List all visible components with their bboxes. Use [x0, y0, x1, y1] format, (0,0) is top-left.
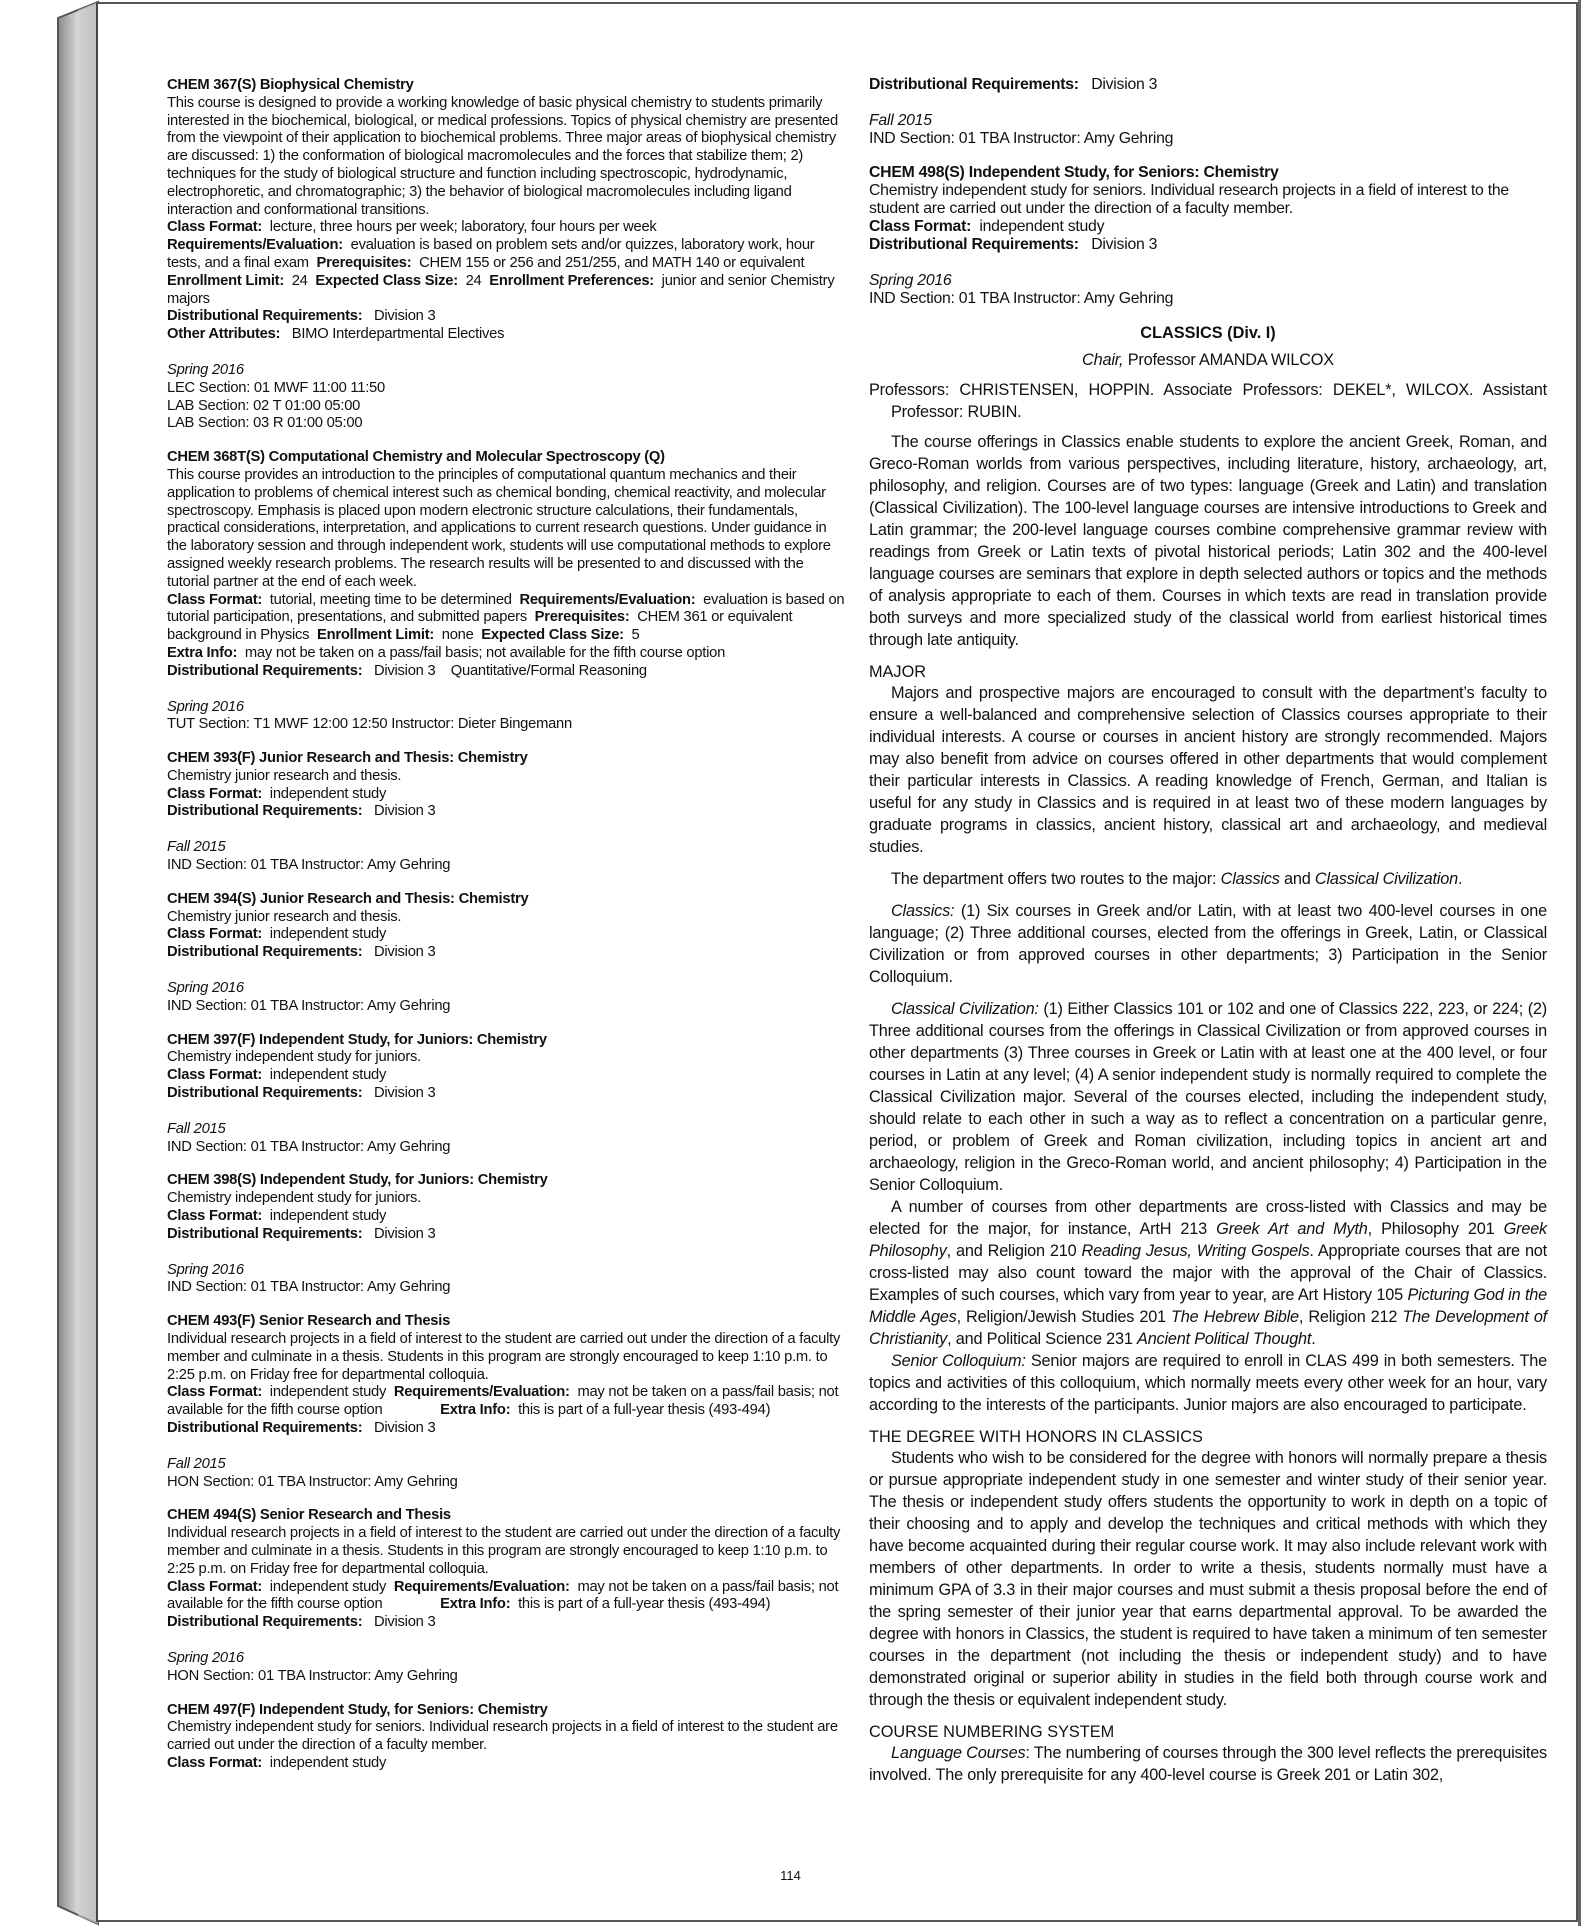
field-label: Distributional Requirements: [869, 236, 1079, 253]
field-value: independent study [269, 1383, 387, 1401]
course-title: CHEM 498(S) Independent Study, for Seniors: Chemistry [869, 164, 1279, 181]
routes-paragraph [869, 868, 1547, 890]
term-label: Fall 2015 [167, 838, 226, 856]
course-title: CHEM 494(S) Senior Research and Thesis [167, 1506, 451, 1524]
field-value: Division 3 [373, 943, 436, 961]
field-value: Division 3 [373, 1084, 436, 1102]
field-value: lecture, three hours per week; laboratory, four hours per week [269, 218, 657, 236]
field-label: Extra Info: [440, 1401, 511, 1419]
field-label: Enrollment Limit: [167, 271, 285, 289]
field-value: 24 [465, 271, 482, 289]
text-run: The Hebrew Bible [1171, 1308, 1299, 1326]
course-title: CHEM 367(S) Biophysical Chemistry [167, 76, 414, 93]
section-line: HON Section: 01 TBA Instructor: Amy Gehring [167, 1472, 458, 1490]
field-value: CHEM 155 or 256 and 251/255, and MATH 140 or equivalent [419, 253, 805, 271]
department-chair [869, 349, 1547, 371]
term-label: Spring 2016 [167, 979, 244, 997]
field-label: Requirements/Evaluation: [393, 1577, 570, 1595]
senior-colloquium-paragraph [869, 1350, 1547, 1416]
field-value: may not be taken on a pass/fail basis; not available for the fifth course option [167, 1383, 839, 1419]
text-run: Picturing God in the Middle Ages [869, 1286, 1547, 1326]
field-label: Class Format: [167, 784, 263, 802]
section-line: TUT Section: T1 MWF 12:00 12:50 Instructor: Dieter Bingemann [167, 715, 572, 733]
cross-listed-paragraph [869, 1196, 1547, 1350]
field-value: BIMO Interdepartmental Electives [291, 325, 505, 343]
field-value: Division 3 [1091, 76, 1158, 93]
course-title: CHEM 394(S) Junior Research and Thesis: Chemistry [167, 889, 529, 907]
section-line: IND Section: 01 TBA Instructor: Amy Gehring [869, 130, 1174, 147]
field-label: Other Attributes: [167, 325, 281, 343]
term-label: Spring 2016 [167, 697, 244, 715]
book-spine-edge [0, 0, 100, 1926]
course-description: Chemistry independent study for seniors. Individual research projects in a field of interest to the student are carried out under the direction of a faculty member. [869, 182, 1509, 217]
term-label: Fall 2015 [167, 1454, 226, 1472]
field-label: Expected Class Size: [315, 271, 458, 289]
field-label: Extra Info: [440, 1595, 511, 1613]
term-label: Fall 2015 [167, 1119, 226, 1137]
text-run: The department offers two routes to the major: [891, 870, 1221, 888]
field-value: may not be taken on a pass/fail basis; not available for the fifth course option [167, 1577, 839, 1613]
field-label: Class Format: [167, 1577, 263, 1595]
field-value: 24 [291, 271, 308, 289]
text-run: The Development of Christianity [869, 1308, 1548, 1348]
text-run: Classical Civilization [1314, 870, 1458, 888]
department-heading: CLASSICS (Div. I) [1140, 324, 1276, 342]
term-label: Spring 2016 [167, 1648, 244, 1666]
course-entry [167, 1312, 849, 1490]
text-run: Senior Colloquium: [891, 1352, 1026, 1370]
field-label: Class Format: [167, 590, 263, 608]
field-label: Requirements/Evaluation: [393, 1383, 570, 1401]
field-value: independent study [269, 1207, 387, 1225]
chair-name: Professor AMANDA WILCOX [1127, 351, 1334, 369]
field-value: this is part of a full-year thesis (493-494) [518, 1401, 771, 1419]
text-run: Senior majors are required to enroll in CLAS 499 in both semesters. The topics and activities of this colloquium, which normally meets every other week for an hour, vary according to the interests of the participants. Junior majors are also encouraged to participate. [869, 1352, 1547, 1414]
field-value: Division 3 Quantitative/Formal Reasoning [373, 661, 647, 679]
section-heading-major: MAJOR [869, 663, 926, 681]
course-title: CHEM 493(F) Senior Research and Thesis [167, 1312, 451, 1330]
course-description: Chemistry independent study for seniors. Individual research projects in a field of interest to the student are carried out under the direction of a faculty member. [167, 1718, 838, 1754]
course-title: CHEM 368T(S) Computational Chemistry and Molecular Spectroscopy (Q) [167, 448, 665, 466]
course-description: Chemistry junior research and thesis. [167, 766, 402, 784]
field-label: Requirements/Evaluation: [167, 236, 343, 254]
field-value: none [441, 626, 474, 644]
field-value: this is part of a full-year thesis (493-494) [518, 1595, 771, 1613]
field-label: Distributional Requirements: [167, 802, 363, 820]
field-label: Class Format: [869, 218, 972, 235]
course-description: Chemistry junior research and thesis. [167, 907, 402, 925]
field-label: Class Format: [167, 218, 263, 236]
section-line: LEC Section: 01 MWF 11:00 11:50 [167, 378, 385, 396]
course-description: This course provides an introduction to the principles of computational quantum mechanics and their application to problems of chemical interest such as chemical bonding, chemical reactivity, and molecular spectroscopy. Emphasis is placed upon modern electronic structure calculations, their fundamentals, practical considerations, interpretation, and applications to current research questions. Under guidance in the laboratory session and through independent work, students will use computational methods to explore assigned weekly research problems. The research results will be presented to and discussed with the tutorial partner at the end of each week. [167, 465, 831, 590]
text-run: Classics [1220, 870, 1280, 888]
field-label: Distributional Requirements: [167, 1084, 363, 1102]
course-title: CHEM 497(F) Independent Study, for Seniors: Chemistry [167, 1700, 548, 1718]
course-description: Chemistry independent study for juniors. [167, 1189, 421, 1207]
term-label: Spring 2016 [869, 272, 952, 289]
chair-label: Chair, [1082, 351, 1124, 369]
course-details [167, 591, 849, 680]
text-run: Language Courses [891, 1744, 1026, 1762]
field-label: Distributional Requirements: [167, 307, 363, 325]
field-value: evaluation is based on tutorial participation, presentations, and submitted papers [167, 590, 845, 626]
section-line: IND Section: 01 TBA Instructor: Amy Gehring [869, 290, 1174, 307]
text-run: , Religion 212 [1298, 1308, 1403, 1326]
field-value: independent study [269, 784, 387, 802]
text-run: (1) Six courses in Greek and/or Latin, with at least two 400-level courses in one language; (2) Three additional courses, elected from the offerings in Greek, Latin, or Classical Civilization or from approved courses in other departments; 3) Participation in the Senior Colloquium. [869, 902, 1547, 986]
course-title: CHEM 393(F) Junior Research and Thesis: Chemistry [167, 749, 528, 767]
course-description: Individual research projects in a field of interest to the student are carried out under the direction of a faculty member and culminate in a thesis. Students in this program are strongly encouraged to keep 1:10 p.m. to 2:25 p.m. on Friday free for departmental colloquia. [167, 1524, 841, 1577]
text-run: A number of courses from other departments are cross-listed with Classics and may be elected for the major, for instance, ArtH 213 [869, 1198, 1547, 1238]
term-label: Fall 2015 [869, 112, 932, 129]
field-value: Division 3 [373, 1613, 436, 1631]
field-label: Distributional Requirements: [167, 661, 363, 679]
section-line: LAB Section: 02 T 01:00 05:00 [167, 396, 361, 414]
text-run: Greek Philosophy [869, 1220, 1547, 1260]
honors-paragraph: Students who wish to be considered for the degree with honors will normally prepare a thesis or pursue appropriate independent study in one semester and winter study of their senior year. The thesis or independent study offers students the opportunity to work in depth on a topic of their choosing and to apply and develop the techniques and critical methods with which they have become acquainted during their regular course work. It may also include relevant work with members of other departments. In order to write a thesis, students normally must have a minimum GPA of 3.3 in their major courses and must submit a thesis proposal before the end of the spring semester of their junior year that earns departmental approval. To be awarded the degree with honors in Classics, the student is required to have taken a minimum of ten semester courses in the department (not including the thesis or independent study) and to have demonstrated original or superior ability in studies in the field both through course work and through the thesis or equivalent independent study. [869, 1449, 1547, 1709]
text-run: Greek Art and Myth [1216, 1220, 1368, 1238]
section-heading-honors: THE DEGREE WITH HONORS IN CLASSICS [869, 1428, 1203, 1446]
field-value: may not be taken on a pass/fail basis; not available for the fifth course option [244, 643, 726, 661]
course-entry [167, 1701, 849, 1772]
section-line: IND Section: 01 TBA Instructor: Amy Gehring [167, 1137, 451, 1155]
field-label: Distributional Requirements: [167, 1419, 363, 1436]
classics-route-paragraph [869, 900, 1547, 988]
text-run: Ancient Political Thought [1137, 1330, 1312, 1348]
numbering-paragraph [869, 1742, 1547, 1786]
text-run: Classical Civilization: [891, 1000, 1039, 1018]
field-label: Extra Info: [167, 643, 238, 661]
text-run: : The numbering of courses through the 300 level reflects the prerequisites involved. The only prerequisite for any 400-level course is Greek 201 or Latin 302, [869, 1744, 1547, 1784]
text-run: . Appropriate courses that are not cross-listed may also count toward the major with the approval of the Chair of Classics. Examples of such courses, which vary from year to year, are Art History 105 [869, 1242, 1547, 1304]
course-entry [167, 1506, 849, 1684]
text-run: (1) Either Classics 101 or 102 and one of Classics 222, 223, or 224; (2) Three additional courses from the offerings in Classical Civilization or from approved courses in other departments (3) Three courses in Greek or Latin with at least one at the 400 level, or four courses in Latin at any level; (4) A senior independent study is normally required to complete the Classical Civilization major. Several of the courses elected, including the independent study, should relate to each other in such a way as to reflect a concentration on a particular genre, period, or problem of Greek and Roman civilization, including topics in ancient art and archaeology, religion in the Greco-Roman world, and ancient philosophy; 4) Participation in the Senior Colloquium. [869, 1000, 1547, 1194]
field-label: Distributional Requirements: [167, 1613, 363, 1631]
field-value: Division 3 [373, 802, 436, 820]
course-title: CHEM 397(F) Independent Study, for Juniors: Chemistry [167, 1030, 547, 1048]
text-run: and [1279, 870, 1315, 888]
field-label: Prerequisites: [534, 608, 630, 626]
field-value: Division 3 [373, 1419, 436, 1436]
left-column [167, 76, 849, 1788]
course-entry [869, 164, 1547, 308]
section-heading-numbering: COURSE NUMBERING SYSTEM [869, 1723, 1115, 1741]
page-number: 114 [780, 1868, 801, 1883]
course-entry [167, 749, 849, 874]
text-run: . [1457, 870, 1463, 888]
course-description: Chemistry independent study for juniors. [167, 1048, 421, 1066]
field-label: Requirements/Evaluation: [519, 590, 696, 608]
field-value: independent study [269, 1577, 387, 1595]
right-column [869, 76, 1547, 1786]
field-label: Distributional Requirements: [167, 1224, 363, 1242]
course-description: This course is designed to provide a working knowledge of basic physical chemistry to students primarily interested in the biochemical, biological, or medical professions. Topics of physical chemistry are presented from the viewpoint of their application to biochemical problems. Three major areas of biophysical chemistry are discussed: 1) the conformation of biological macromolecules and the forces that stabilize them; 2) techniques for the study of biological structure and function including spectroscopic, hydrodynamic, electrophoretic, and chromatographic; 3) the behavior of biological macromolecules including ligand interaction and conformational transitions. [167, 93, 838, 218]
course-entry [167, 76, 849, 432]
field-value: tutorial, meeting time to be determined [269, 590, 512, 608]
field-value: 5 [631, 626, 640, 644]
field-value: Division 3 [373, 307, 436, 325]
course-title: CHEM 398(S) Independent Study, for Juniors: Chemistry [167, 1171, 548, 1189]
course-entry [167, 448, 849, 733]
text-run: , and Religion 210 [946, 1242, 1082, 1260]
civilization-route-paragraph [869, 998, 1547, 1196]
field-label: Enrollment Limit: [317, 626, 435, 644]
course-entry [167, 1031, 849, 1156]
text-run: , Religion/Jewish Studies 201 [956, 1308, 1172, 1326]
faculty-list: Professors: CHRISTENSEN, HOPPIN. Associate Professors: DEKEL*, WILCOX. Assistant Professor: RUBIN. [869, 381, 1547, 421]
field-label: Class Format: [167, 1207, 263, 1225]
field-label: Distributional Requirements: [167, 943, 363, 961]
section-line: IND Section: 01 TBA Instructor: Amy Gehring [167, 856, 451, 874]
field-label: Class Format: [167, 1066, 263, 1084]
field-label: Class Format: [167, 1383, 263, 1401]
field-value: junior and senior Chemistry majors [167, 271, 835, 307]
course-entry [167, 1171, 849, 1296]
section-line: LAB Section: 03 R 01:00 05:00 [167, 414, 363, 432]
major-paragraph: Majors and prospective majors are encouraged to consult with the department’s faculty to ensure a well-balanced and comprehensive selection of Classics courses appropriate to their individual interests. A course or courses in ancient history are strongly recommended. Majors may also benefit from advice on courses offered in other departments that would complement their particular interests in Classics. A reading knowledge of French, German, and Italian is useful for any study in Classics and is required in at least two of these modern languages by graduate programs in classics, ancient history, classical art and archaeology, and medieval studies. [869, 684, 1547, 856]
field-value: CHEM 361 or equivalent background in Physics [167, 608, 793, 644]
section-line: HON Section: 01 TBA Instructor: Amy Gehring [167, 1666, 458, 1684]
course-description: Individual research projects in a field of interest to the student are carried out under the direction of a faculty member and culminate in a thesis. Students in this program are strongly encouraged to keep 1:10 p.m. to 2:25 p.m. on Friday free for departmental colloquia. [167, 1330, 841, 1383]
course-details [167, 218, 849, 343]
term-label: Spring 2016 [167, 360, 244, 378]
text-run: Classics: [891, 902, 955, 920]
text-run: . [1311, 1330, 1316, 1348]
field-label: Class Format: [167, 1753, 263, 1771]
field-value: evaluation is based on problem sets and/or quizzes, laboratory work, hour tests, and a final exam [167, 236, 815, 271]
field-label: Expected Class Size: [481, 626, 624, 644]
field-value: independent study [269, 1753, 387, 1771]
text-run: , Philosophy 201 [1367, 1220, 1504, 1238]
section-line: IND Section: 01 TBA Instructor: Amy Gehring [167, 1278, 451, 1296]
text-run: Reading Jesus, Writing Gospels [1081, 1242, 1310, 1260]
field-label: Enrollment Preferences: [489, 271, 654, 289]
field-label: Class Format: [167, 925, 263, 943]
term-label: Spring 2016 [167, 1260, 244, 1278]
intro-paragraph: The course offerings in Classics enable students to explore the ancient Greek, Roman, and Greco-Roman worlds from various perspectives, including literature, history, archaeology, art, philosophy, and religion. Courses are of two types: language (Greek and Latin) and translation (Classical Civilization). The 100-level language courses are intensive introductions to Greek and Latin grammar; the 200-level language courses combine comprehensive grammar review with readings from Greek or Latin texts of pivotal historical periods; Latin 302 and the 400-level language courses are seminars that explore in depth selected authors or topics and the methods of analysis appropriate to each of them. Courses in which texts are read in translation provide both surveys and more specialized study of the classical world from earliest historical times through late antiquity. [869, 433, 1547, 649]
field-value: Division 3 [373, 1224, 436, 1242]
field-label: Distributional Requirements: [869, 76, 1079, 93]
text-run: , and Political Science 231 [947, 1330, 1138, 1348]
field-value: independent study [269, 925, 387, 943]
field-value: independent study [269, 1066, 387, 1084]
field-value: independent study [979, 218, 1105, 235]
section-line: IND Section: 01 TBA Instructor: Amy Gehring [167, 996, 451, 1014]
field-value: Division 3 [1091, 236, 1158, 253]
course-entry [167, 890, 849, 1015]
field-label: Prerequisites: [316, 253, 412, 271]
